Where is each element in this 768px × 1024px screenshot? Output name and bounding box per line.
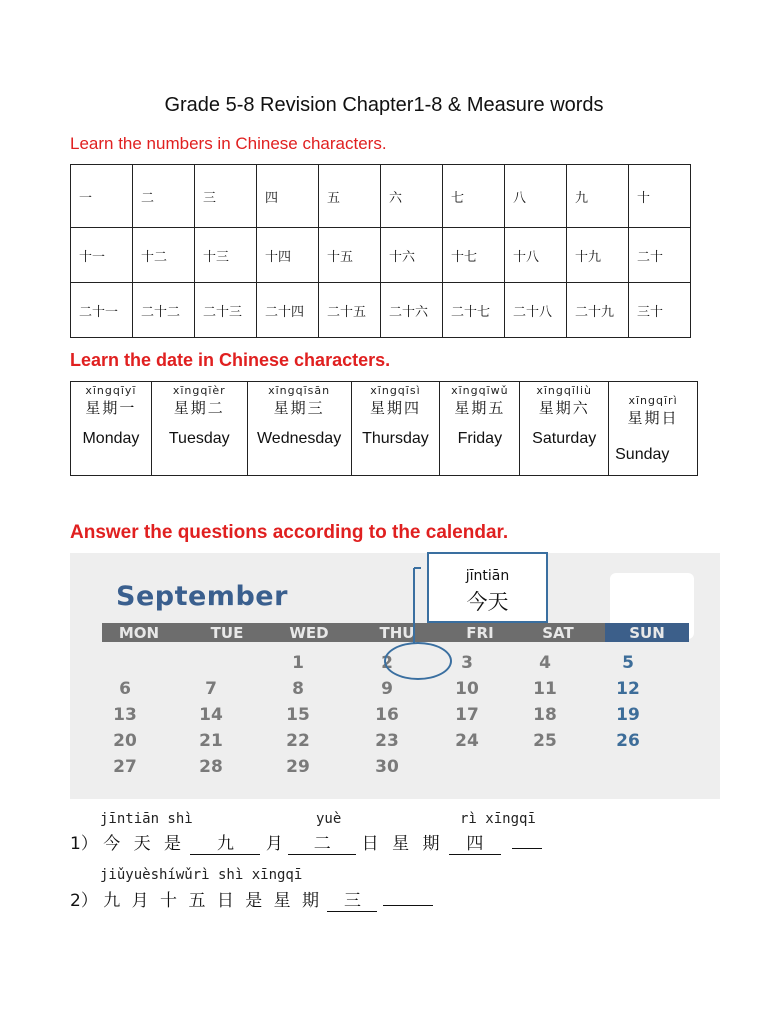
day-pinyin: xīngqīyī	[85, 384, 137, 397]
calendar-date: 28	[199, 757, 223, 777]
day-english: Monday	[82, 430, 140, 447]
number-cell: 一	[71, 165, 133, 228]
calendar-date: 7	[205, 679, 217, 699]
numbers-table	[70, 164, 691, 338]
calendar-date: 3	[461, 653, 473, 673]
number-cell: 六	[381, 165, 443, 228]
day-cell-tuesday	[151, 382, 247, 476]
calendar-date: 16	[375, 705, 399, 725]
day-pinyin: xīngqīsì	[370, 384, 421, 397]
pointer-line	[409, 566, 429, 646]
day-chinese: 星期二	[173, 399, 225, 417]
weekday-label: TUE	[210, 624, 244, 642]
question-2	[70, 886, 433, 912]
q2-number: 2）	[70, 891, 98, 911]
day-english: Wednesday	[256, 430, 342, 447]
days-table	[70, 381, 698, 476]
calendar-date: 18	[533, 705, 557, 725]
number-cell: 二十六	[381, 283, 443, 338]
number-cell: 九	[567, 165, 629, 228]
day-pinyin: xīngqīèr	[172, 384, 226, 397]
number-cell: 二十一	[71, 283, 133, 338]
day-cell-saturday	[520, 382, 609, 476]
q1-number: 1）	[70, 834, 98, 854]
today-circle	[384, 642, 452, 680]
calendar-date: 11	[533, 679, 557, 699]
calendar-date: 8	[292, 679, 304, 699]
q1-pinyin-c: rì xīngqī	[460, 811, 536, 827]
day-english: Tuesday	[168, 430, 230, 447]
number-cell: 二十七	[443, 283, 505, 338]
weekday-label: MON	[118, 624, 160, 642]
calendar-date: 5	[622, 653, 634, 673]
september-calendar	[70, 553, 720, 799]
day-cell-sunday	[609, 382, 698, 476]
day-english: Friday	[457, 430, 503, 447]
number-cell: 十五	[319, 228, 381, 283]
calendar-date: 24	[455, 731, 479, 751]
number-cell: 十二	[133, 228, 195, 283]
calendar-date: 30	[375, 757, 399, 777]
calendar-weekday-header	[102, 623, 689, 642]
q1-pinyin-a: jīntiān shì	[100, 811, 193, 827]
calendar-date: 1	[292, 653, 304, 673]
numbers-row-1	[71, 165, 691, 228]
number-cell: 十六	[381, 228, 443, 283]
q2-trailing-blank	[383, 905, 433, 906]
number-cell: 十八	[505, 228, 567, 283]
weekday-label: THU	[379, 624, 415, 642]
q2-pinyin: jiǔyuèshíwǔrì shì xīngqī	[100, 867, 303, 883]
q2-text-a: 九 月 十 五 日 是 星 期	[103, 891, 323, 911]
calendar-date: 2	[381, 653, 393, 673]
calendar-date: 27	[113, 757, 137, 777]
number-cell: 十	[629, 165, 691, 228]
calendar-date: 20	[113, 731, 137, 751]
q1-text-a: 今 天 是	[103, 834, 186, 854]
number-cell: 二十九	[567, 283, 629, 338]
calendar-date: 10	[455, 679, 479, 699]
day-english: Saturday	[532, 430, 597, 447]
day-pinyin: xīngqīwǔ	[451, 384, 509, 397]
number-cell: 二十三	[195, 283, 257, 338]
numbers-row-2	[71, 228, 691, 283]
calendar-date: 12	[616, 679, 640, 699]
day-cell-wednesday	[247, 382, 351, 476]
calendar-date: 15	[286, 705, 310, 725]
weekday-label: FRI	[466, 624, 494, 642]
calendar-date: 9	[381, 679, 393, 699]
q1-answer-month: 九	[190, 829, 260, 855]
calendar-heading: Answer the questions according to the calendar.	[70, 522, 509, 543]
number-cell: 二十	[629, 228, 691, 283]
q2-answer: 三	[327, 886, 377, 912]
number-cell: 二十八	[505, 283, 567, 338]
day-chinese: 星期三	[273, 399, 325, 417]
calendar-date: 26	[616, 731, 640, 751]
number-cell: 四	[257, 165, 319, 228]
number-cell: 三	[195, 165, 257, 228]
calendar-date: 14	[199, 705, 223, 725]
calendar-month: September	[116, 581, 288, 612]
day-cell-thursday	[351, 382, 440, 476]
day-english: Thursday	[362, 430, 429, 447]
dates-heading: Learn the date in Chinese characters.	[70, 350, 391, 370]
calendar-date: 6	[119, 679, 131, 699]
day-cell-monday	[71, 382, 152, 476]
number-cell: 八	[505, 165, 567, 228]
q1-answer-day: 二	[288, 829, 356, 855]
number-cell: 二十二	[133, 283, 195, 338]
day-chinese: 星期六	[538, 399, 590, 417]
number-cell: 十三	[195, 228, 257, 283]
number-cell: 十九	[567, 228, 629, 283]
day-cell-friday	[440, 382, 520, 476]
number-cell: 七	[443, 165, 505, 228]
day-chinese: 星期一	[85, 399, 137, 417]
day-chinese: 星期日	[627, 409, 679, 427]
q1-pinyin-b: yuè	[316, 811, 342, 827]
day-chinese: 星期四	[369, 399, 421, 417]
calendar-date: 17	[455, 705, 479, 725]
q1-trailing-blank	[512, 848, 542, 849]
day-pinyin: xīngqīliù	[536, 384, 593, 397]
today-pinyin: jīntiān	[465, 568, 510, 584]
calendar-date: 4	[539, 653, 551, 673]
weekday-label: WED	[289, 624, 329, 642]
day-pinyin: xīngqīsān	[268, 384, 331, 397]
day-pinyin: xīngqīrì	[628, 394, 678, 407]
number-cell: 三十	[629, 283, 691, 338]
calendar-date: 13	[113, 705, 137, 725]
day-english: Sunday	[615, 446, 670, 463]
calendar-date: 25	[533, 731, 557, 751]
weekday-label: SUN	[629, 624, 665, 642]
page-title: Grade 5-8 Revision Chapter1-8 & Measure words	[164, 94, 604, 116]
number-cell: 十一	[71, 228, 133, 283]
question-1	[70, 829, 542, 855]
number-cell: 十四	[257, 228, 319, 283]
q1-text-c: 日 星 期	[361, 834, 444, 854]
number-cell: 五	[319, 165, 381, 228]
day-chinese: 星期五	[454, 399, 506, 417]
weekday-label: SAT	[542, 624, 574, 642]
calendar-date: 29	[286, 757, 310, 777]
number-cell: 二	[133, 165, 195, 228]
numbers-row-3	[71, 283, 691, 338]
today-callout	[427, 552, 548, 623]
q1-text-b: 月	[265, 834, 283, 854]
number-cell: 二十五	[319, 283, 381, 338]
calendar-date: 21	[199, 731, 223, 751]
q1-answer-week: 四	[449, 829, 501, 855]
number-cell: 二十四	[257, 283, 319, 338]
calendar-date: 19	[616, 705, 640, 725]
number-cell: 十七	[443, 228, 505, 283]
numbers-heading: Learn the numbers in Chinese characters.	[70, 134, 387, 153]
calendar-date: 23	[375, 731, 399, 751]
today-chinese: 今天	[466, 590, 509, 614]
calendar-date: 22	[286, 731, 310, 751]
